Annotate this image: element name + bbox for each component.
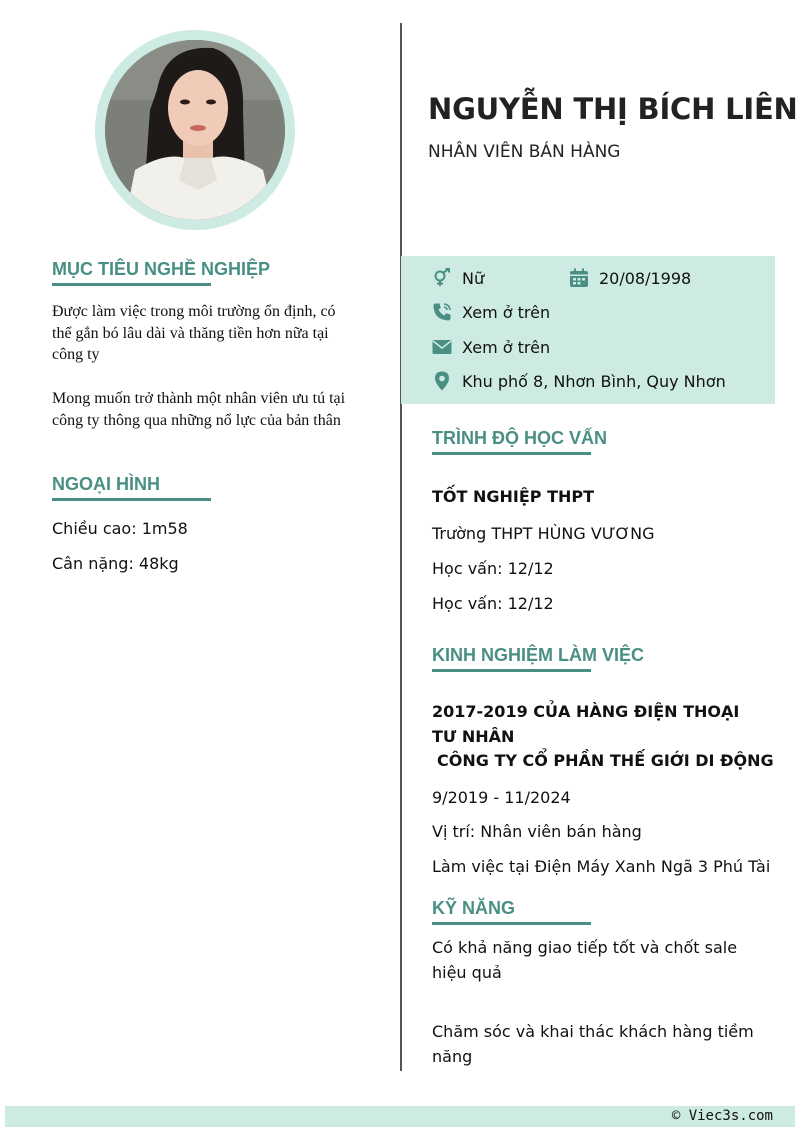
job-title: NHÂN VIÊN BÁN HÀNG	[428, 142, 621, 162]
birthdate-text: 20/08/1998	[599, 268, 692, 288]
footer-watermark: © Viec3s.com	[671, 1108, 773, 1124]
education-level-2: Học vấn: 12/12	[432, 594, 554, 613]
phone-text: Xem ở trên	[462, 302, 551, 322]
education-level-1: Học vấn: 12/12	[432, 559, 554, 578]
objective-title: MỤC TIÊU NGHỀ NGHIỆP	[52, 259, 271, 279]
height-text: Chiều cao: 1m58	[52, 519, 188, 538]
address-row	[431, 370, 726, 392]
experience-title: KINH NGHIỆM LÀM VIỆC	[432, 645, 645, 665]
experience-workplace: Làm việc tại Điện Máy Xanh Ngã 3 Phú Tài	[432, 857, 771, 876]
weight-text: Cân nặng: 48kg	[52, 554, 179, 573]
experience-job-1: 2017-2019 CỦA HÀNG ĐIỆN THOẠI TƯ NHÂN	[432, 702, 740, 746]
gender-icon	[431, 267, 453, 289]
objective-paragraph-2: Mong muốn trở thành một nhân viên ưu tú tại công ty thông qua những nổ lực của bản thân	[52, 390, 346, 429]
experience-position: Vị trí: Nhân viên bán hàng	[432, 822, 642, 841]
contact-panel	[401, 256, 775, 404]
phone-row	[431, 301, 550, 323]
education-school: Trường THPT HÙNG VƯƠNG	[432, 524, 655, 543]
email-row	[431, 336, 550, 358]
education-underline	[432, 452, 591, 455]
phone-icon	[431, 301, 453, 323]
education-degree: TỐT NGHIỆP THPT	[432, 487, 595, 506]
column-divider	[400, 23, 402, 1071]
calendar-icon	[568, 267, 590, 289]
footer-bar	[5, 1106, 795, 1127]
experience-period: 9/2019 - 11/2024	[432, 788, 571, 807]
gender-row	[431, 267, 484, 289]
skill-1: Có khả năng giao tiếp tốt và chốt sale hiệu quả	[432, 938, 738, 982]
objective-underline	[52, 283, 211, 286]
address-text: Khu phố 8, Nhơn Bình, Quy Nhơn	[462, 371, 726, 391]
appearance-title: NGOẠI HÌNH	[52, 474, 160, 494]
email-text: Xem ở trên	[462, 337, 551, 357]
birthdate-row	[568, 267, 691, 289]
experience-job-2: CÔNG TY CỔ PHẦN THẾ GIỚI DI ĐỘNG	[437, 751, 774, 770]
email-icon	[431, 336, 453, 358]
candidate-name: NGUYỄN THỊ BÍCH LIÊN	[428, 92, 798, 126]
skill-2: Chăm sóc và khai thác khách hàng tiềm năng	[432, 1022, 754, 1066]
gender-text: Nữ	[462, 268, 485, 288]
appearance-underline	[52, 498, 211, 501]
objective-paragraph-1: Được làm việc trong môi trường ổn định, có thể gắn bó lâu dài và thăng tiền hơn nữa tại công ty	[52, 303, 336, 363]
location-icon	[431, 370, 453, 392]
education-title: TRÌNH ĐỘ HỌC VẤN	[432, 428, 607, 448]
skills-underline	[432, 922, 591, 925]
experience-underline	[432, 669, 591, 672]
avatar	[105, 40, 285, 220]
skills-title: KỸ NĂNG	[432, 898, 516, 918]
